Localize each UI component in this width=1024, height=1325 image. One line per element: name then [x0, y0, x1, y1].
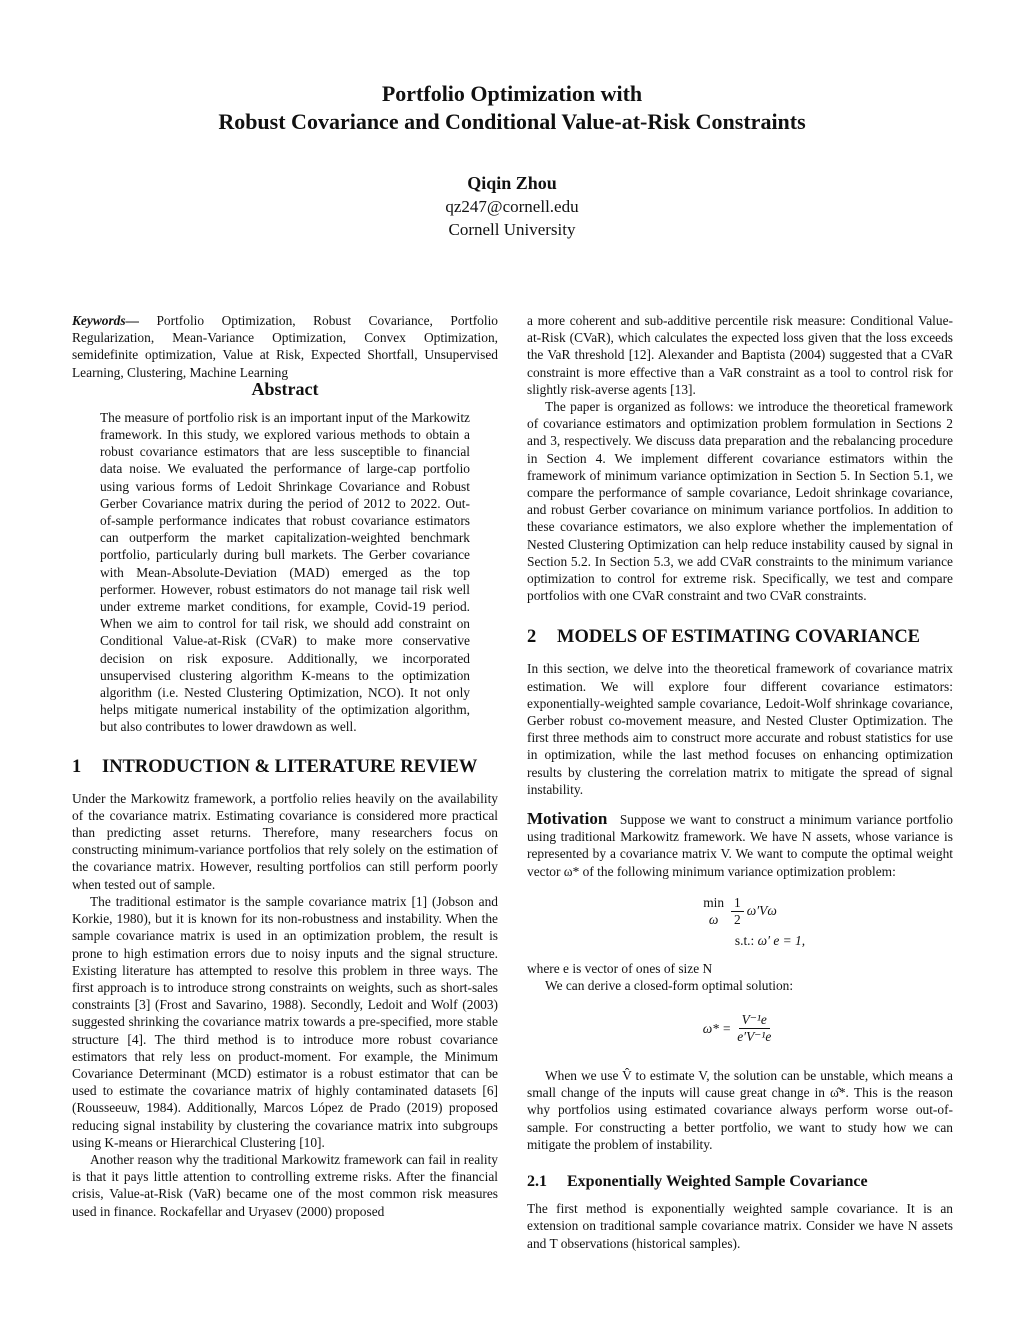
eq2-lhs: ω* = [702, 1020, 732, 1036]
keywords-text: Portfolio Optimization, Robust Covariance, Portfolio Regularization, Mean-Variance Optimization, Convex Optimization, semidefinite optimization, Value at Risk, Expected Shortfall, Unsupervised Learning, Clustering, Machine Learning [72, 313, 498, 380]
eq2-den: e′V⁻¹e [737, 1028, 772, 1044]
section-2-number: 2 [527, 627, 537, 648]
section-2-1-paragraph-1: The first method is exponentially weighted sample covariance. It is an extension on traditional sample covariance matrix. Consider we have N assets and T observations (historical samples). [527, 1201, 953, 1251]
abstract-title: Abstract [251, 378, 319, 399]
section-1-paragraph-1: Under the Markowitz framework, a portfolio relies heavily on the availability of the covariance matrix. Estimating covariance is considered more practical than predicting asset returns. Therefore, many researchers focus on constructing minimum-variance portfolios that rely solely on the estimation of the covariance matrix. However, resulting portfolios can still perform poorly when tested out of sample. [72, 790, 498, 892]
eq2-num: V⁻¹e [739, 1012, 770, 1029]
section-2-1-number: 2.1 [527, 1172, 547, 1190]
title-line-2: Robust Covariance and Conditional Value-at-Risk Constraints [218, 109, 806, 134]
eq-min-label: min [703, 894, 725, 910]
author-name: Qiqin Zhou [467, 173, 557, 193]
keywords [72, 312, 498, 381]
author-affiliation: Cornell University [448, 220, 576, 239]
section-1-paragraph-5: The paper is organized as follows: we introduce the theoretical framework of covariance estimators and optimization problem formulation in Sections 2 and 3, respectively. We discuss data preparation and the rebalancing procedure in Section 4. We implement different covariance estimators within the framework of minimum variance optimization in Section 5. In Section 5.1, we compare the performance of sample covariance, Ledoit shrinkage covariance, and robust Gerber covariance on minimum variance portfolios. In addition to these covariance estimators, we also explore whether the implementation of Nested Clustering Optimization can help reduce instability caused by signal in Section 5.2. In Section 5.3, we add CVaR constraints to the minimum variance optimization to control for extreme risk. Specifically, we test and compare portfolios with one CVaR constraint and two CVaR constraints. [527, 399, 953, 604]
eq-constraint-text: ω′ e = 1, [757, 933, 806, 949]
section-2-1-heading [527, 1173, 953, 1190]
paper-title [0, 80, 1024, 136]
section-2-1-title: Exponentially Weighted Sample Covariance [567, 1172, 868, 1190]
section-2-paragraph-1: In this section, we delve into the theoretical framework of covariance matrix estimation. We will explore four different covariance estimators: exponentially-weighted sample covariance, Ledoit-Wolf shrinkage covariance, Gerber robust co-movement measure, and Nested Cluster Optimization. The first three methods aim to construct more accurate and robust statistics for use in optimization, while the last method focuses on enhancing optimization results by clustering the correlation matrix to mitigate the spread of signal instability. [527, 661, 953, 797]
section-1-heading [72, 756, 498, 778]
section-1-paragraph-3: Another reason why the traditional Markowitz framework can fail in reality is that it pays little attention to controlling extreme risks. After the financial crisis, Value-at-Risk (VaR) became one of the most common risk measures used in finance. Rockafellar and Uryasev (2000) proposed [72, 1151, 498, 1219]
eq-st-label: s.t.: [734, 933, 755, 949]
author-block [0, 172, 1024, 241]
right-column [527, 312, 953, 1252]
section-1-paragraph-2: The traditional estimator is the sample covariance matrix [1] (Jobson and Korkie, 1980), but it is known for its non-robustness and instability. When the sample covariance matrix is used in an optimization problem, the result is prone to high estimation errors due to noisy inputs and the signal structure. Existing literature has attempted to resolve this problem in three ways. The first approach is to introduce strong constraints on weights, such as short-sales constraints [3] (Frost and Savarino, 1988). Secondly, Ledoit and Wolf (2003) suggested shrinking the covariance matrix towards a pre-specified, more stable structure [4]. The third method is to introduce more robust covariance estimators that rely less on product-moment. For example, the Minimum Covariance Determinant (MCD) estimator is a robust estimator that can be used to estimate the covariance matrix of highly contaminated datasets [6] (Rousseeuw, 1984). Additionally, Marcos López de Prado (2019) proposed reducing signal instability by clustering the covariance matrix into subgroups using K-means or Hierarchical Clustering [10]. [72, 893, 498, 1150]
eq-half-den: 2 [734, 911, 741, 927]
section-1-paragraph-4: a more coherent and sub-additive percentile risk measure: Conditional Value-at-Risk (CVaR), which calculates the expected loss given that the loss exceeds the VaR threshold [12]. Alexander and Baptista (2004) suggested that a CVaR constraint is more effective than a VaR constraint as a tool to control risk for slightly risk-averse agents [13]. [527, 313, 953, 397]
motivation-paragraph [527, 810, 953, 880]
author-email: qz247@cornell.edu [445, 197, 579, 216]
section-2-heading [527, 626, 953, 648]
title-line-1: Portfolio Optimization with [381, 81, 643, 106]
eq-objective: ω′Vω [746, 903, 777, 919]
derive-text: We can derive a closed-form optimal solution: [545, 977, 794, 993]
section-2-title: MODELS OF ESTIMATING COVARIANCE [557, 627, 921, 648]
motivation-label: Motivation [527, 809, 608, 829]
keywords-label: Keywords— [72, 313, 139, 328]
eq-min-operator [703, 894, 724, 928]
motivation-text: Suppose we want to construct a minimum variance portfolio using traditional Markowitz framework. We have N assets, whose variance is represented by a covariance matrix V. We want to compute the optimal weight vector ω* of the following minimum variance optimization problem: [527, 812, 953, 879]
eq-constraint [587, 932, 953, 949]
equation-closed-form [527, 1012, 953, 1045]
eq2-fraction [734, 1012, 774, 1045]
eq-half-num: 1 [731, 895, 744, 912]
left-column [72, 312, 498, 1220]
equation-min-variance [527, 894, 953, 928]
section-1-title: INTRODUCTION & LITERATURE REVIEW [102, 756, 478, 777]
abstract-text: The measure of portfolio risk is an important input of the Markowitz framework. In this study, we explored various methods to obtain a robust covariance estimators that are less susceptible to financial data noise. We evaluated the performance of large-cap portfolio using various forms of Ledoit Shrinkage Covariance and Robust Gerber Covariance matrix during the period of 2012 to 2022. Out-of-sample performance indicates that robust covariance estimators can outperform the market capitalization-weighted benchmark portfolio, particularly during bull markets. The Gerber covariance with Mean-Absolute-Deviation (MAD) emerged as the top performer. However, robust estimators do not manage tail risk well under extreme market conditions, for example, Covid-19 period. When we aim to control for tail risk, we should add constraint on Conditional Value-at-Risk (CVaR) to make more conservative decision on risk exposure. Additionally, we incorporated unsupervised clustering algorithm K-means to the optimization algorithm (i.e. Nested Clustering Optimization, NCO). It not only helps mitigate numerical instability of the optimization algorithm, but also contributes to lower drawdown as well. [100, 409, 470, 735]
eq-min-variable: ω [708, 912, 719, 928]
section-1-number: 1 [72, 756, 82, 777]
section-2-paragraph-after: When we use V̂ to estimate V, the solution can be unstable, which means a small change of the inputs will cause great change in ω̂*. This is the reason why portfolios using estimated covariance always perform worse out-of-sample. For constructing a better portfolio, we want to study how we can mitigate the problem of instability. [527, 1067, 953, 1152]
eq-half-fraction [731, 895, 744, 928]
where-text: where e is vector of ones of size N [527, 960, 713, 976]
